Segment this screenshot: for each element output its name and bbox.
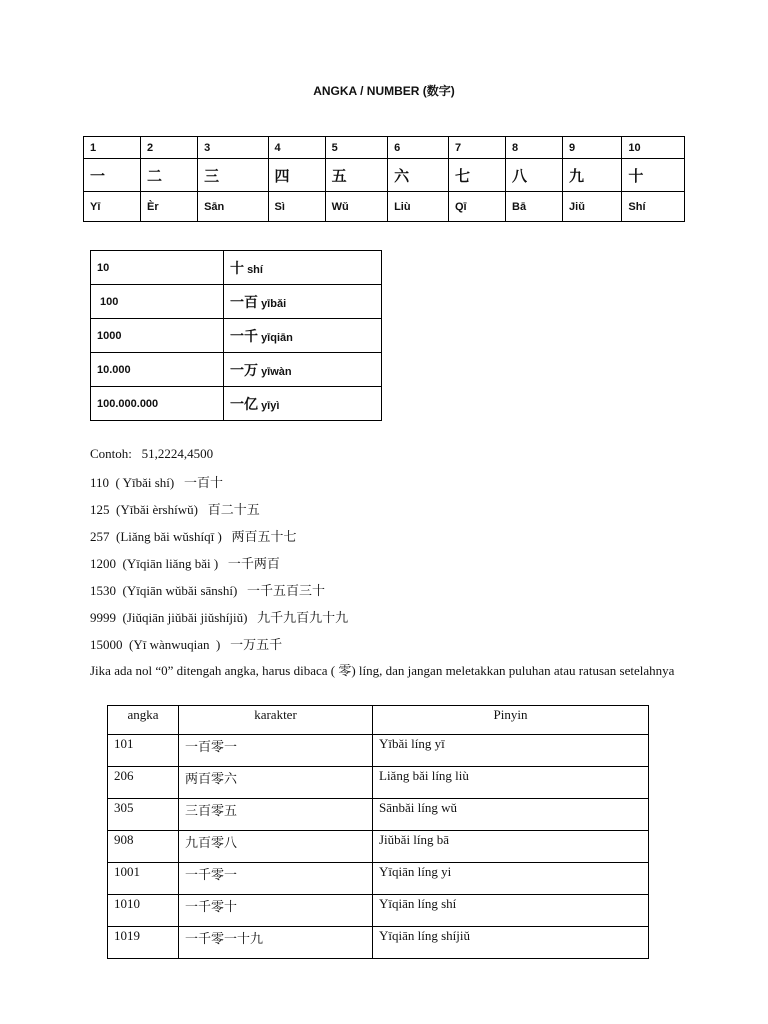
digit-pinyin: Sān bbox=[198, 192, 268, 222]
power-character: 一万 bbox=[230, 361, 258, 378]
example-line: 125 (Yībǎi èrshíwǔ) 百二十五 bbox=[90, 502, 260, 517]
example-line: 1530 (Yīqiān wǔbǎi sānshí) 一千五百三十 bbox=[90, 583, 326, 598]
cell-karakter: 一百零一 bbox=[179, 735, 373, 767]
digit-character: 十 bbox=[622, 159, 685, 192]
power-pinyin: yīwàn bbox=[261, 365, 292, 378]
examples-header: Contoh: 51,2224,4500 bbox=[90, 446, 214, 461]
page-title: ANGKA / NUMBER (数字) bbox=[313, 84, 455, 98]
digit-character: 八 bbox=[506, 159, 563, 192]
table-header-row bbox=[108, 706, 649, 735]
digits-pinyin-row bbox=[84, 192, 685, 222]
table-row bbox=[108, 767, 649, 799]
power-value: 10.000 bbox=[91, 353, 224, 387]
column-header-angka: angka bbox=[108, 706, 179, 735]
column-header-pinyin: Pinyin bbox=[373, 706, 649, 735]
example-line: 15000 (Yī wànwuqian ) 一万五千 bbox=[90, 637, 283, 652]
cell-pinyin: Sānbǎi líng wǔ bbox=[373, 799, 649, 831]
power-name bbox=[224, 319, 382, 353]
zero-examples-table bbox=[107, 705, 649, 959]
digit-number: 2 bbox=[141, 137, 198, 159]
digit-number: 1 bbox=[84, 137, 141, 159]
digit-character: 六 bbox=[388, 159, 449, 192]
power-name bbox=[224, 353, 382, 387]
digit-number: 5 bbox=[325, 137, 387, 159]
cell-karakter: 一千零一 bbox=[179, 863, 373, 895]
powers-row bbox=[91, 285, 382, 319]
power-character: 十 bbox=[230, 259, 244, 276]
digit-pinyin: Sì bbox=[268, 192, 325, 222]
digit-number: 3 bbox=[198, 137, 268, 159]
cell-pinyin: Yīqiān líng shíjiǔ bbox=[373, 927, 649, 959]
digit-character: 二 bbox=[141, 159, 198, 192]
digit-pinyin: Shí bbox=[622, 192, 685, 222]
powers-row bbox=[91, 353, 382, 387]
digit-pinyin: Yī bbox=[84, 192, 141, 222]
digit-number: 6 bbox=[388, 137, 449, 159]
digit-pinyin: Qī bbox=[448, 192, 505, 222]
power-pinyin: yībǎi bbox=[261, 297, 287, 310]
cell-pinyin: Jiǔbǎi líng bā bbox=[373, 831, 649, 863]
cell-angka: 1001 bbox=[108, 863, 179, 895]
cell-angka: 101 bbox=[108, 735, 179, 767]
table-row bbox=[108, 895, 649, 927]
digit-character: 七 bbox=[448, 159, 505, 192]
digit-number: 8 bbox=[506, 137, 563, 159]
power-name bbox=[224, 387, 382, 421]
digit-character: 九 bbox=[563, 159, 622, 192]
power-name bbox=[224, 251, 382, 285]
digit-character: 三 bbox=[198, 159, 268, 192]
digit-pinyin: Liù bbox=[388, 192, 449, 222]
zero-rule-note: Jika ada nol “0” ditengah angka, harus dibaca ( 零) líng, dan jangan meletakkan puluhan atau ratusan setelahnya bbox=[90, 663, 675, 678]
digit-number: 7 bbox=[448, 137, 505, 159]
digit-pinyin: Èr bbox=[141, 192, 198, 222]
cell-angka: 305 bbox=[108, 799, 179, 831]
power-character: 一千 bbox=[230, 327, 258, 344]
table-row bbox=[108, 799, 649, 831]
example-line: 9999 (Jiǔqiān jiǔbǎi jiǔshíjiǔ) 九千九百九十九 bbox=[90, 610, 349, 625]
example-line: 257 (Liǎng bǎi wǔshíqī ) 两百五十七 bbox=[90, 529, 297, 544]
digit-pinyin: Wǔ bbox=[325, 192, 387, 222]
powers-row bbox=[91, 319, 382, 353]
powers-row bbox=[91, 251, 382, 285]
digit-character: 五 bbox=[325, 159, 387, 192]
power-pinyin: shí bbox=[247, 263, 263, 276]
power-value: 1000 bbox=[91, 319, 224, 353]
digits-table bbox=[83, 136, 685, 222]
cell-angka: 1019 bbox=[108, 927, 179, 959]
digit-number: 9 bbox=[563, 137, 622, 159]
cell-pinyin: Yīqiān líng shí bbox=[373, 895, 649, 927]
digits-character-row bbox=[84, 159, 685, 192]
table-row bbox=[108, 927, 649, 959]
power-value: 100.000.000 bbox=[91, 387, 224, 421]
cell-pinyin: Liǎng bǎi líng liù bbox=[373, 767, 649, 799]
powers-row bbox=[91, 387, 382, 421]
column-header-karakter: karakter bbox=[179, 706, 373, 735]
power-pinyin: yīyì bbox=[261, 399, 280, 412]
digit-number: 10 bbox=[622, 137, 685, 159]
cell-karakter: 一千零十 bbox=[179, 895, 373, 927]
cell-pinyin: Yībǎi líng yī bbox=[373, 735, 649, 767]
cell-karakter: 一千零一十九 bbox=[179, 927, 373, 959]
digit-character: 一 bbox=[84, 159, 141, 192]
digit-number: 4 bbox=[268, 137, 325, 159]
table-row bbox=[108, 735, 649, 767]
example-line: 110 ( Yībǎi shí) 一百十 bbox=[90, 475, 223, 490]
cell-angka: 908 bbox=[108, 831, 179, 863]
cell-karakter: 两百零六 bbox=[179, 767, 373, 799]
example-line: 1200 (Yīqiān liǎng bǎi ) 一千两百 bbox=[90, 556, 280, 571]
digit-pinyin: Jiǔ bbox=[563, 192, 622, 222]
digit-pinyin: Bā bbox=[506, 192, 563, 222]
table-row bbox=[108, 831, 649, 863]
cell-karakter: 九百零八 bbox=[179, 831, 373, 863]
digit-character: 四 bbox=[268, 159, 325, 192]
table-row bbox=[108, 863, 649, 895]
power-value: 10 bbox=[91, 251, 224, 285]
power-character: 一亿 bbox=[230, 395, 258, 412]
cell-pinyin: Yīqiān líng yi bbox=[373, 863, 649, 895]
digits-number-row bbox=[84, 137, 685, 159]
power-pinyin: yīqiān bbox=[261, 331, 293, 344]
power-character: 一百 bbox=[230, 293, 258, 310]
power-value: 100 bbox=[91, 285, 224, 319]
power-name bbox=[224, 285, 382, 319]
powers-table bbox=[90, 250, 382, 421]
cell-karakter: 三百零五 bbox=[179, 799, 373, 831]
cell-angka: 1010 bbox=[108, 895, 179, 927]
cell-angka: 206 bbox=[108, 767, 179, 799]
